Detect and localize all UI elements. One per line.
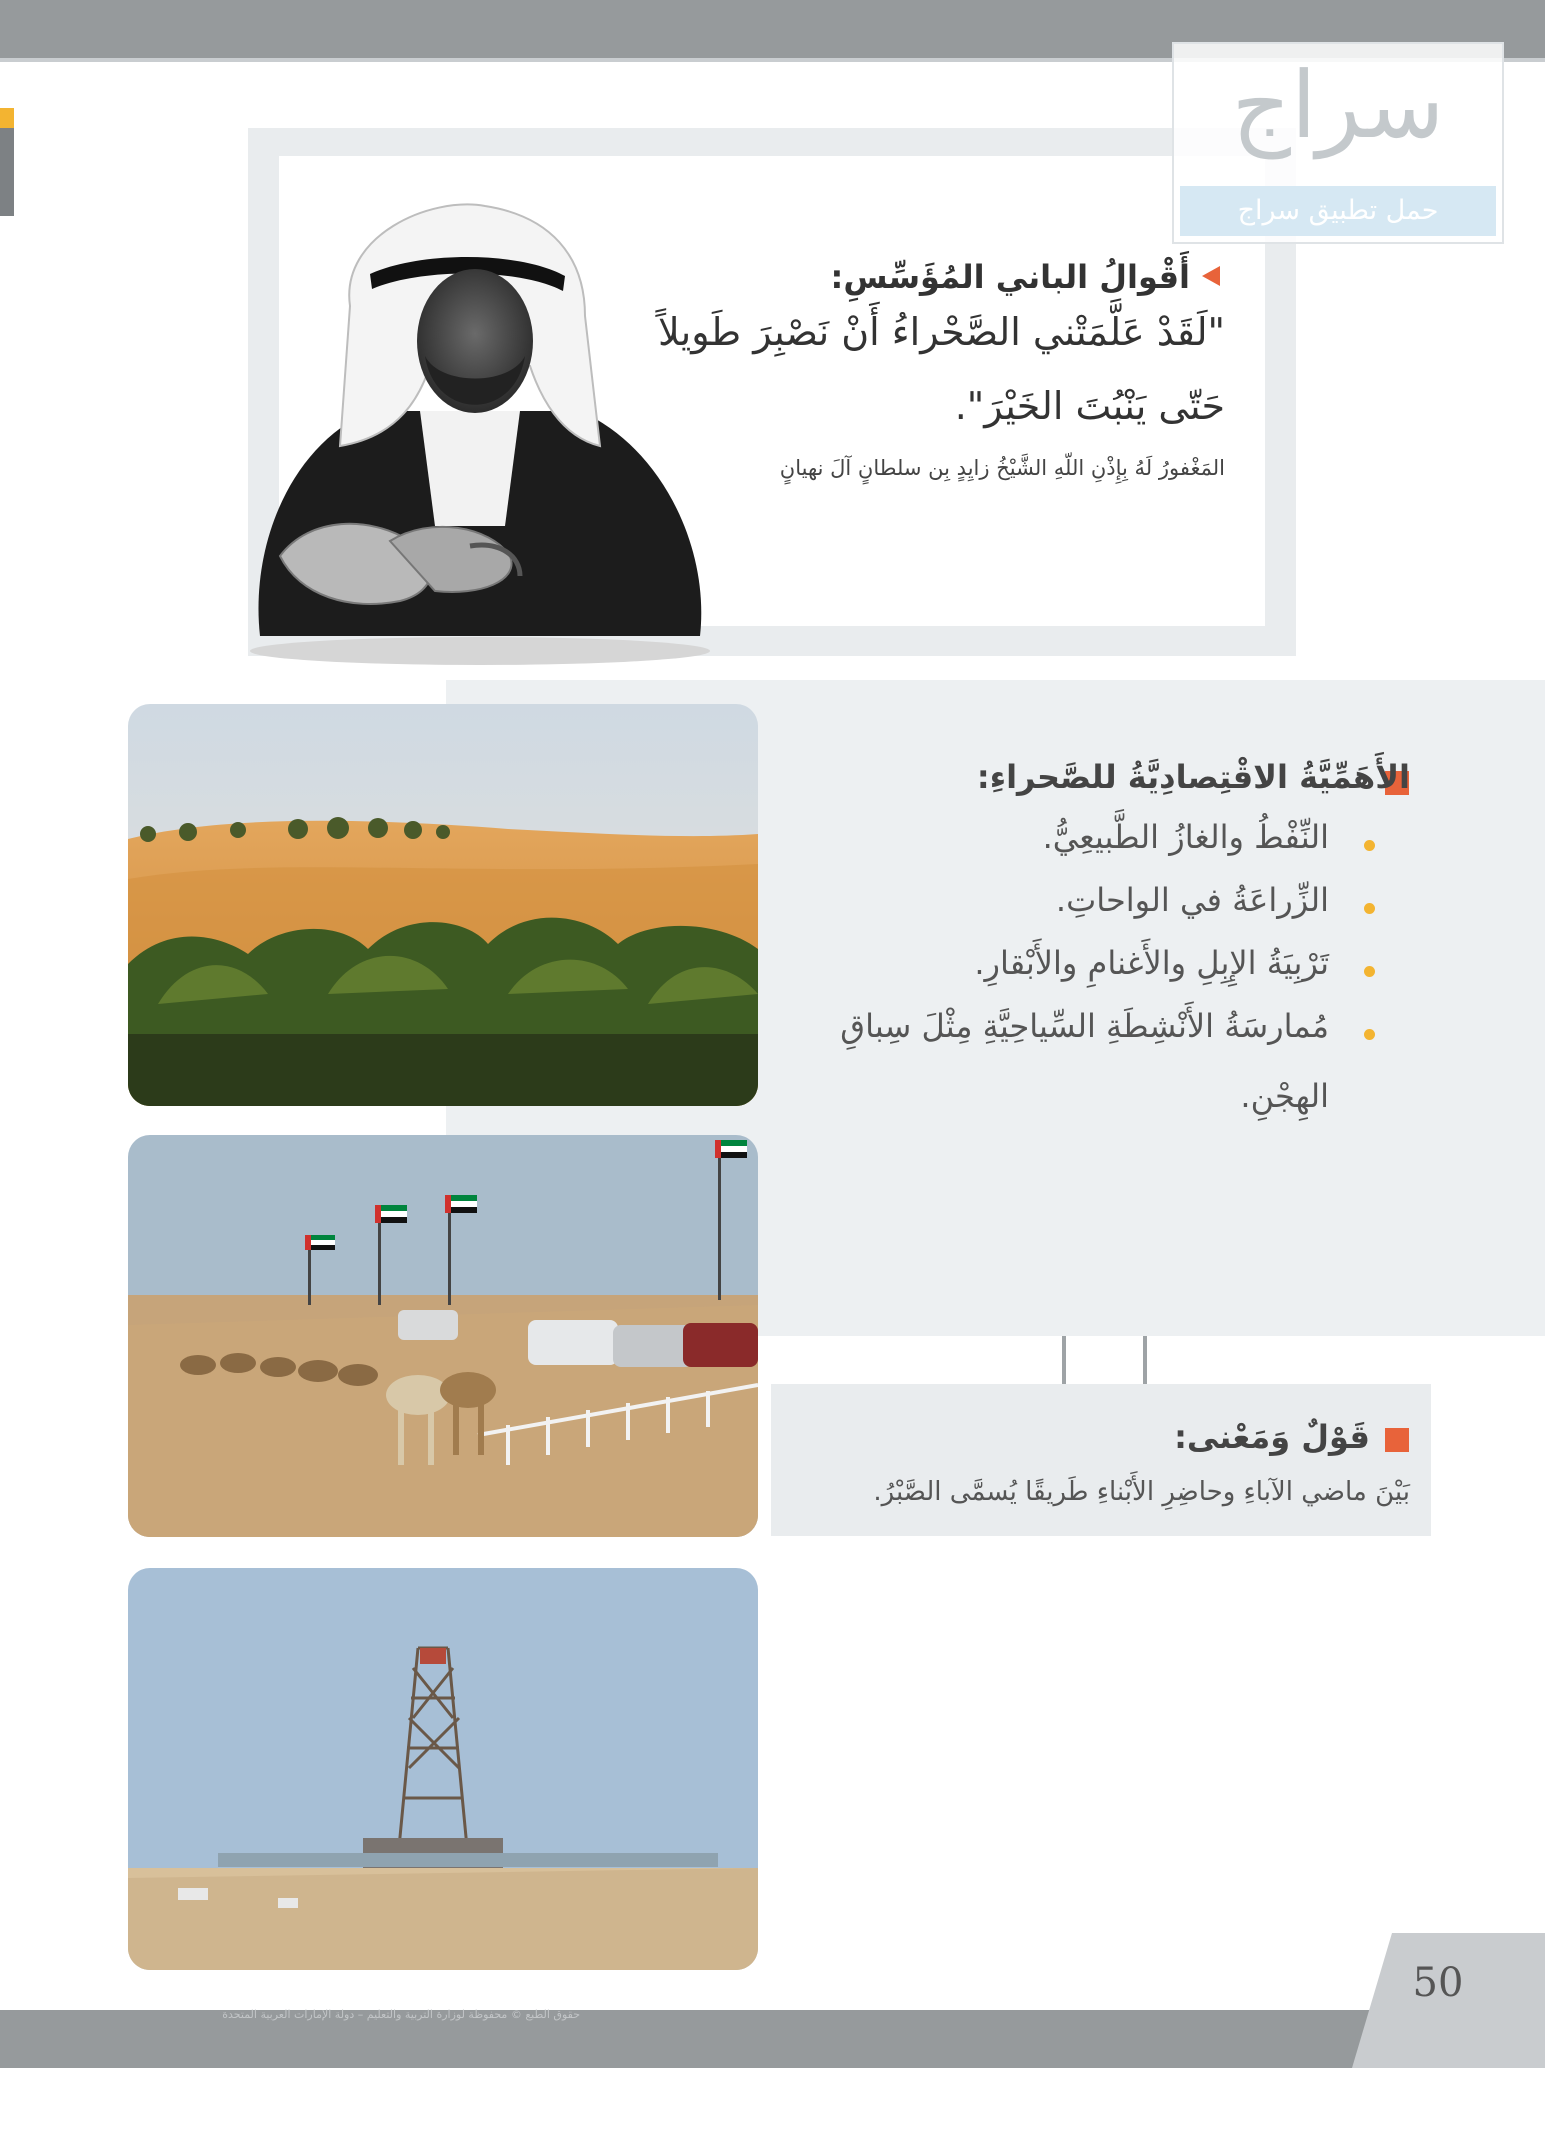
siraj-watermark (1172, 42, 1504, 244)
bullet-tourism: مُمارسَةُ الأَنْشِطَةِ السِّياحِيَّةِ مِثْلَ سِباقِ (840, 1007, 1329, 1045)
section-square-icon (1385, 1428, 1409, 1452)
oil-rig-photo (128, 1568, 758, 1970)
bullet-agriculture: الزِّراعَةُ في الواحاتِ. (1055, 881, 1329, 919)
saying-title: قَوْلٌ وَمَعْنى: (1174, 1418, 1370, 1456)
quote-attribution: المَغْفورُ لَهُ بِإِذْنِ اللّهِ الشَّيْخُ زايِدٍ بِن سلطانٍ آلَ نهيانٍ (779, 456, 1225, 480)
watermark-logo-text: سراج (1231, 52, 1445, 159)
copyright-notice: حقوق الطبع © محفوظة لوزارة التربية والتعليم – دولة الإمارات العربية المتحدة (222, 2008, 580, 2021)
desert-oasis-photo (128, 704, 758, 1106)
oil-rig-image (128, 1568, 758, 1970)
sheikh-zayed-portrait (220, 196, 720, 666)
saying-box (771, 1384, 1431, 1536)
bullet-icon (1364, 1029, 1375, 1040)
saying-text: بَيْنَ ماضي الآباءِ وحاضِرِ الأَبْناءِ طَريقًا يُسمَّى الصَّبْرُ. (873, 1477, 1410, 1507)
quote-arrow-icon (1202, 266, 1220, 286)
camel-race-photo (128, 1135, 758, 1537)
quote-line-1: "لَقَدْ عَلَّمَتْني الصَّحْراءُ أَنْ نَصْبِرَ طَويلاً (657, 310, 1225, 354)
bullet-livestock: تَرْبِيَةُ الإِبِلِ والأَغنامِ والأَبْقارِ. (974, 944, 1329, 982)
economic-title: الأَهَمِّيَّةُ الاقْتِصادِيَّةُ للصَّحراءِ: (976, 758, 1410, 796)
bullet-icon (1364, 840, 1375, 851)
desert-oasis-image (128, 704, 758, 1106)
bullet-icon (1364, 903, 1375, 914)
page-number: 50 (1412, 1960, 1464, 2006)
bullet-icon (1364, 966, 1375, 977)
connector-line (1143, 1336, 1147, 1384)
bullet-oil-gas: النِّفْطُ والغازُ الطَّبيعِيُّ. (1042, 818, 1329, 856)
quote-title: أَقْوالُ الباني المُؤَسِّسِ: (830, 258, 1190, 296)
quote-line-2: حَتّى يَنْبُتَ الخَيْرَ". (954, 384, 1225, 428)
connector-line (1062, 1336, 1066, 1384)
side-tab-accent (0, 108, 14, 128)
watermark-strip: حمل تطبيق سراج (1180, 186, 1496, 236)
camel-race-image (128, 1135, 758, 1537)
bullet-tourism-continued: الهِجْنِ. (1240, 1077, 1329, 1115)
